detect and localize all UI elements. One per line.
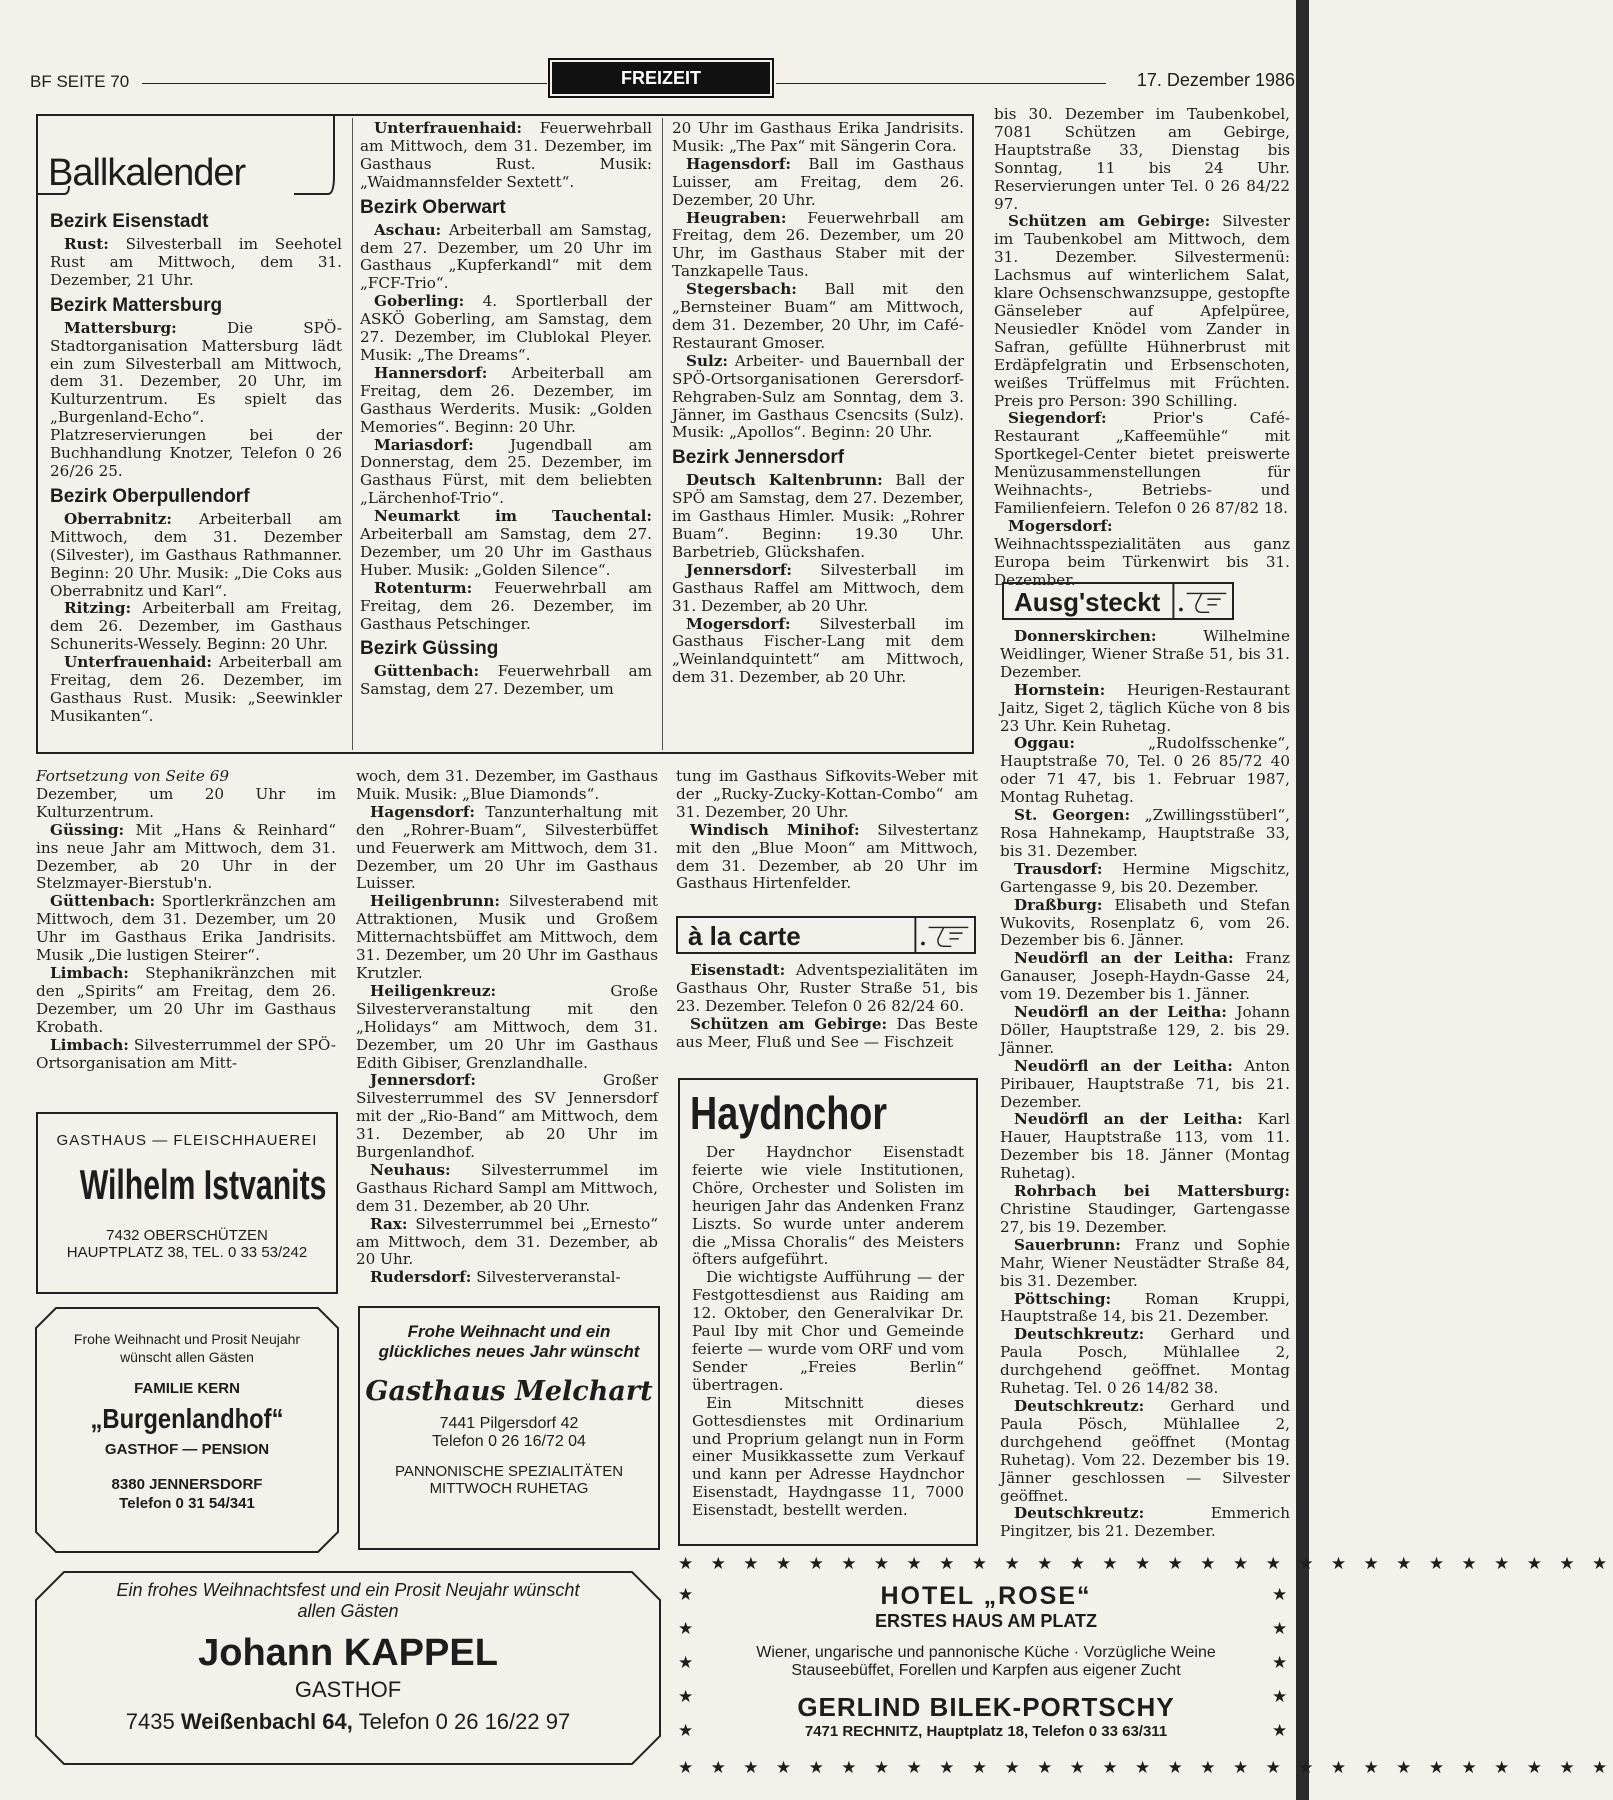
listing-text: Elisabeth und Stefan Wukovits, Rosenplatz 6, vom 26. Dezember bis 6. Jänner. <box>1000 895 1290 950</box>
ad-istvanits-line2: HAUPTPLATZ 38, TEL. 0 33 53/242 <box>66 1244 308 1261</box>
ad-rose-line2: Stauseebüffet, Forellen und Karpfen aus eigener Zucht <box>791 1662 1181 1679</box>
listing-place: Schützen am Gebirge: <box>690 1014 888 1033</box>
listing-entry <box>676 822 978 894</box>
ad-melchart-line2: Telefon 0 26 16/72 04 <box>432 1433 586 1450</box>
listing-entry <box>36 965 336 1037</box>
listing-place: Rohrbach bei Mattersburg: <box>1014 1182 1290 1201</box>
listing-place: Heiligenbrunn: <box>370 892 500 911</box>
haydnchor-text <box>692 1144 964 1520</box>
listing-entry <box>1000 1505 1290 1541</box>
listing-place: Güttenbach: <box>50 892 156 911</box>
listing-text: Roman Kruppi, Hauptstraße 14, bis 21. Dezember. <box>1000 1289 1290 1326</box>
ad-kappel-address <box>50 1709 646 1735</box>
column-rule <box>662 118 663 750</box>
listing-place: Mogersdorf: <box>686 614 791 633</box>
listing-text: Arbeiterball am Freitag, dem 26. Dezember, im Gasthaus Werderits. Musik: „Golden Memories“. Beginn: 20 Uhr. <box>360 363 652 436</box>
listing-place: Heiligenkreuz: <box>370 981 497 1000</box>
ausgsteckt-list <box>1000 628 1290 1541</box>
star-icon: ★ <box>1272 1619 1288 1639</box>
ad-melchart-line4: MITTWOCH RUHETAG <box>429 1480 589 1497</box>
star-icon: ★ <box>678 1619 694 1639</box>
listing-place: Heugraben: <box>686 208 787 227</box>
listing-place: Neudörfl an der Leitha: <box>1014 1056 1233 1075</box>
listing-place: Rust: <box>64 235 109 253</box>
continuation-column-2 <box>356 768 658 1287</box>
listing-place: Windisch Minihof: <box>690 820 860 839</box>
listing-entry <box>1000 682 1290 736</box>
listing-text: Stephanikränzchen mit den „Spirits“ am Freitag, dem 26. Dezember, um 20 Uhr im Gasthaus Krobath. <box>36 963 336 1036</box>
listing-text: Ball mit den „Bernsteiner Buam“ am Mittwoch, dem 31. Dezember, 20 Uhr, im Café-Restaurant Gmoser. <box>672 280 964 352</box>
listing-entry <box>50 236 342 290</box>
listing-place: Neuhaus: <box>370 1160 451 1179</box>
listing-entry <box>50 600 342 654</box>
listing-entry <box>356 893 658 983</box>
listing-place: Neudörfl an der Leitha: <box>1014 949 1234 968</box>
listing-place: Jennersdorf: <box>370 1071 477 1090</box>
listing-place: Mogersdorf: <box>1008 516 1113 535</box>
listing-text: Adventspezialitäten im Gasthaus Ohr, Ruster Straße 51, bis 23. Dezember. Telefon 0 26 82/24 60. <box>676 961 978 1015</box>
star-icon: ★ <box>678 1653 694 1673</box>
listing-entry <box>360 580 652 634</box>
listing-entry <box>1000 1398 1290 1505</box>
right-column-text <box>994 106 1290 589</box>
listing-text: Anton Piribauer, Hauptstraße 71, bis 21. Dezember. <box>1000 1056 1290 1111</box>
listing-entry <box>356 983 658 1073</box>
ad-kern <box>44 1330 330 1512</box>
star-border-right <box>1272 1578 1287 1748</box>
ad-istvanits-name: Wilhelm Istvanits <box>79 1161 327 1208</box>
listing-entry <box>36 1037 336 1073</box>
continued-text: tung im Gasthaus Sifkovits-Weber mit der „Rucky-Zucky-Kottan-Combo“ am 31. Dezember, 20 Uhr. <box>676 767 978 821</box>
ad-kern-name: „Burgenlandhof“ <box>90 1403 284 1434</box>
listing-place: St. Georgen: <box>1014 806 1131 825</box>
listing-entry <box>1000 1183 1290 1237</box>
ballkalender-column-2 <box>360 120 652 699</box>
listing-entry <box>356 1216 658 1270</box>
listing-entry <box>1000 861 1290 897</box>
listing-text: Emmerich Pingitzer, bis 21. Dezember. <box>1000 1504 1290 1541</box>
listing-entry <box>1000 1058 1290 1112</box>
ad-melchart-line1: 7441 Pilgersdorf 42 <box>439 1415 579 1432</box>
ad-kern-family: FAMILIE KERN <box>134 1380 240 1397</box>
star-icon: ★ <box>678 1687 694 1707</box>
district-heading: Bezirk Eisenstadt <box>50 211 209 232</box>
listing-place: Mattersburg: <box>64 318 177 337</box>
ad-istvanits-line1: 7432 OBERSCHÜTZEN <box>106 1227 268 1244</box>
listing-place: Eisenstadt: <box>690 961 786 979</box>
pointing-hand-icon <box>904 918 974 952</box>
a-la-carte-list <box>676 962 978 1052</box>
listing-entry <box>672 281 964 353</box>
district-heading: Bezirk Oberwart <box>360 196 506 218</box>
listing-entry <box>360 222 652 294</box>
listing-text: Christine Staudinger, Gartengasse 27, bis 19. Dezember. <box>1000 1200 1290 1236</box>
listing-text: Gerhard und Paula Posch, Mühlallee 2, durchgehend geöffnet. Montag Ruhetag. Tel. 0 26 14/82 38. <box>1000 1325 1290 1398</box>
listing-entry <box>1000 807 1290 861</box>
listing-text: Feuerwehrball am Samstag, dem 27. Dezember, um <box>360 662 652 699</box>
district-heading: Bezirk Mattersburg <box>50 294 223 316</box>
listing-entry <box>1000 1004 1290 1058</box>
listing-place: Ritzing: <box>64 599 132 618</box>
listing-text: Franz Ganauser, Joseph-Haydn-Gasse 24, vom 19. Dezember bis 1. Jänner. <box>1000 949 1290 1004</box>
ad-kappel-phone: Telefon 0 26 16/22 97 <box>358 1709 571 1734</box>
listing-text: Prior's Café-Restaurant „Kaffeemühle“ mit Sportkegel-Center bietet preiswerte Menüzusammenstellungen für Weihnachts-, Betriebs- und Familienfeiern. Telefon 0 26 87/82 18. <box>994 409 1290 517</box>
listing-place: Oberrabnitz: <box>64 509 173 528</box>
listing-text: Weihnachtsspezialitäten aus ganz Europa beim Türkenwirt bis 31. Dezember. <box>994 534 1290 589</box>
listing-place: Aschau: <box>374 220 442 239</box>
listing-text: Ball im Gasthaus Luisser, am Freitag, dem 26. Dezember, 20 Uhr. <box>672 154 964 209</box>
star-icon: ★ <box>1272 1585 1288 1605</box>
listing-place: Sulz: <box>686 351 729 370</box>
listing-text: Silvesterball im Gasthaus Fischer-Lang mit dem „Weinlandquintett“ am Mittwoch, dem 31. Dezember, ab 20 Uhr. <box>672 614 964 687</box>
ad-melchart-line3: PANNONISCHE SPEZIALITÄTEN <box>394 1463 624 1480</box>
listing-text: Silvesterrummel der SPÖ-Ortsorganisation am Mitt- <box>36 1035 336 1072</box>
listing-entry <box>672 156 964 210</box>
listing-text: Arbeiterball am Freitag, dem 26. Dezember, im Gasthaus Rust. Musik: „Seewinkler Musikanten“. <box>50 653 342 725</box>
district-heading: Bezirk Oberpullendorf <box>50 485 250 507</box>
ad-rose-line1: Wiener, ungarische und pannonische Küche · Vorzügliche Weine <box>756 1644 1216 1661</box>
continued-text: woch, dem 31. Dezember, im Gasthaus Muik. Musik: „Blue Diamonds“. <box>356 767 658 803</box>
listing-text: Silvesterrummel bei „Ernesto“ am Mittwoch, dem 31. Dezember, ab 20 Uhr. <box>356 1214 658 1269</box>
listing-text: Silvesterveranstal- <box>471 1268 621 1287</box>
listing-place: Donnerskirchen: <box>1014 627 1157 645</box>
listing-entry <box>994 410 1290 517</box>
ad-kern-greeting: Frohe Weihnacht und Prosit Neujahr wünscht allen Gästen <box>73 1331 301 1365</box>
listing-entry <box>1000 950 1290 1004</box>
listing-entry <box>356 1162 658 1216</box>
listing-entry <box>1000 1237 1290 1291</box>
ad-hotel-rose <box>676 1554 1613 1780</box>
listing-place: Rax: <box>370 1214 408 1233</box>
listing-text: Silvester im Taubenkobel am Mittwoch, dem 31. Dezember. Silvestermenü: Lachsmus auf winterlichem Salat, klare Ochsenschwanzsuppe, gestopfte Gänseleber auf Apfelpüree, Neusiedler Knödel vom Zander in Safran, gefüllte Hühnerbrust mit Erdäpfelgratin und Erbsenschoten, weißes Trüffelmus mit Früchten. Preis pro Person: 390 Schilling. <box>994 212 1290 410</box>
listing-place: Deutschkreutz: <box>1014 1325 1145 1344</box>
listing-entry <box>1000 628 1290 682</box>
listing-entry <box>672 562 964 616</box>
listing-text: Silvesterball im Seehotel Rust am Mittwoch, dem 31. Dezember, 21 Uhr. <box>50 235 342 289</box>
listing-entry <box>1000 1291 1290 1327</box>
listing-place: Rotenturm: <box>374 578 473 597</box>
listing-entry <box>994 518 1290 590</box>
ad-melchart <box>358 1306 660 1550</box>
listing-entry <box>994 213 1290 410</box>
listing-text: Silvestertanz mit den „Blue Moon“ am Mittwoch, dem 31. Dezember, ab 20 Uhr im Gasthaus Hirtenfelder. <box>676 820 978 893</box>
listing-text: Arbeiter- und Bauernball der SPÖ-Ortsorganisationen Gerersdorf-Rehgraben-Sulz am Sonntag, dem 3. Jänner, im Gasthaus Csencsits (Sulz). Musik: „Apollos“. Beginn: 20 Uhr. <box>672 351 964 442</box>
listing-text: 4. Sportlerball der ASKÖ Goberling, am Samstag, dem 27. Dezember, im Clublokal Pleyer. Musik: „The Dreams“. <box>360 292 652 364</box>
ad-melchart-name: Gasthaus Melchart <box>365 1376 653 1407</box>
listing-text: Arbeiterball am Samstag, dem 27. Dezember, um 20 Uhr im Gasthaus „Kupferkandl“ mit dem „FCF-Trio“. <box>360 220 652 293</box>
listing-entry <box>36 822 336 894</box>
ballkalender-column-1 <box>50 206 342 726</box>
ballkalender-title: Ballkalender <box>48 152 246 194</box>
listing-entry <box>50 320 342 481</box>
listing-entry <box>360 437 652 509</box>
listing-text: Die SPÖ-Stadtorganisation Mattersburg lädt ein zum Silvesterball am Mittwoch, dem 31. Dezember, 20 Uhr, im Kulturzentrum. Es spielt das „Burgenland-Echo“. Platzreservierungen bei der Buchhandlung Knotzer, Telefon 0 26 26/26 25. <box>50 318 342 480</box>
listing-text: Silvesterabend mit Attraktionen, Musik und Großem Mitternachtsbüffet am Mittwoch, dem 31. Dezember, um 20 Uhr im Gasthaus Krutzler. <box>356 892 658 982</box>
page-number: BF SEITE 70 <box>30 72 130 91</box>
listing-text: Johann Döller, Hauptstraße 129, 2. bis 29. Jänner. <box>1000 1003 1290 1057</box>
listing-entry <box>1000 897 1290 951</box>
listing-place: Hagensdorf: <box>370 802 475 821</box>
listing-entry <box>356 804 658 894</box>
listing-entry <box>676 962 978 1016</box>
listing-text: Großer Silvesterrummel des SV Jennersdorf mit der „Rio-Band“ am Mittwoch, dem 31. Dezember, ab 20 Uhr im Burgenlandhof. <box>356 1071 658 1162</box>
continuation-column-1 <box>36 768 336 1072</box>
ad-kappel-type: GASTHOF <box>294 1677 402 1702</box>
listing-text: Mit „Hans & Reinhard“ ins neue Jahr am Mittwoch, dem 31. Dezember, ab 20 Uhr in der Stelzmayer-Bierstub'n. <box>36 820 336 893</box>
listing-place: Hagensdorf: <box>686 154 791 173</box>
listing-entry <box>360 508 652 580</box>
listing-entry <box>676 1016 978 1052</box>
listing-text: Feuerwehrball am Freitag, dem 26. Dezember, um 20 Uhr, im Gasthaus Staber mit der Tanzkapelle Taus. <box>672 208 964 281</box>
listing-text: Silvesterball im Gasthaus Raffel am Mittwoch, dem 31. Dezember, ab 20 Uhr. <box>672 560 964 615</box>
listing-entry <box>672 210 964 282</box>
listing-text: Arbeiterball am Freitag, dem 26. Dezember, im Gasthaus Schunerits-Wessely. Beginn: 20 Uhr. <box>50 599 342 654</box>
ad-kappel-street: Weißenbachl 64, <box>180 1709 353 1734</box>
star-icon: ★ <box>678 1585 694 1605</box>
listing-text: Silvesterrummel im Gasthaus Richard Sampl am Mittwoch, dem 31. Dezember, ab 20 Uhr. <box>356 1160 658 1215</box>
listing-place: Sauerbrunn: <box>1014 1235 1121 1254</box>
listing-place: Deutschkreutz: <box>1014 1396 1145 1415</box>
ad-rose-sub: ERSTES HAUS AM PLATZ <box>874 1611 1097 1631</box>
listing-place: Hornstein: <box>1014 680 1106 699</box>
listing-place: Unterfrauenhaid: <box>374 119 522 137</box>
listing-place: Siegendorf: <box>1008 409 1107 428</box>
listing-text: Heurigen-Restaurant Jaitz, Siget 2, täglich Küche von 8 bis 23 Uhr. Kein Ruhetag. <box>1000 680 1290 735</box>
listing-place: Neudörfl an der Leitha: <box>1014 1110 1243 1129</box>
listing-entry <box>356 1072 658 1162</box>
haydnchor-paragraph: Die wichtigste Aufführung — der Festgottesdienst aus Raiding am 12. Oktober, den Generalvikar Dr. Paul Iby mit Chor und Gemeinde feierte — wurde vom ORF und vom Sender „Freies Berlin“ übertragen. <box>692 1268 964 1394</box>
listing-place: Goberling: <box>374 292 465 311</box>
listing-text: „Rudolfsschenke“, Hauptstraße 70, Tel. 0 26 85/72 40 oder 71 47, bis 1. Februar 1987, Montag Ruhetag. <box>1000 734 1290 807</box>
listing-text: Arbeiterball am Mittwoch, dem 31. Dezember (Silvester), im Gasthaus Rathmanner. Beginn: 20 Uhr. Musik: „Die Coks aus Oberrabnitz und Karl“. <box>50 509 342 600</box>
header-rule-left <box>142 83 547 84</box>
listing-text: Tanzunterhaltung mit den „Rohrer-Buam“, Silvesterbüffet und Feuerwerk am Mittwoch, dem 31. Dezember, um 20 Uhr im Gasthaus Luisser. <box>356 802 658 893</box>
listing-place: Oggau: <box>1014 734 1075 753</box>
listing-text: Jugendball am Donnerstag, dem 25. Dezember, im Gasthaus Fürst, mit dem beliebten „Lärchenhof-Trio“. <box>360 435 652 508</box>
ad-rose-address: 7471 RECHNITZ, Hauptplatz 18, Telefon 0 33 63/311 <box>804 1723 1168 1740</box>
listing-place: Deutschkreutz: <box>1014 1504 1145 1523</box>
listing-entry <box>360 365 652 437</box>
listing-place: Jennersdorf: <box>686 560 793 579</box>
listing-text: Große Silvesterveranstaltung mit den „Holidays“ am Mittwoch, dem 31. Dezember, um 20 Uhr im Gasthaus Edith Gibiser, Grenzlandhalle. <box>356 981 658 1072</box>
star-border-top: ★ ★ ★ ★ ★ ★ ★ ★ ★ ★ ★ ★ ★ ★ ★ ★ ★ ★ ★ ★ ★ ★ ★ ★ ★ ★ ★ ★ ★ <box>678 1554 1613 1574</box>
listing-text: Das Beste aus Meer, Fluß und See — Fischzeit <box>676 1014 979 1051</box>
ballkalender-column-3 <box>672 120 964 687</box>
listing-text: „Zwillingsstüberl“, Rosa Hahnekamp, Hauptstraße 33, bis 31. Dezember. <box>1000 806 1290 860</box>
listing-text: Gerhard und Paula Pösch, Mühlallee 2, durchgehend geöffnet (Montag Ruhetag). Vom 22. Dezember bis 19. Jänner geschlossen — Silvester geöffnet. <box>1000 1396 1290 1505</box>
scan-edge <box>1296 0 1309 1800</box>
listing-text: Feuerwehrball am Mittwoch, dem 31. Dezember, im Gasthaus Rust. Musik: „Waidmannsfelder Sextett“. <box>360 119 652 191</box>
listing-place: Stegersbach: <box>686 280 797 299</box>
district-heading: Bezirk Jennersdorf <box>672 447 845 469</box>
star-icon: ★ <box>678 1721 694 1741</box>
ad-istvanits-top: GASTHAUS — FLEISCHHAUEREI <box>56 1132 318 1149</box>
ad-kappel-greeting: Ein frohes Weihnachtsfest und ein Prosit Neujahr wünscht allen Gästen <box>116 1580 580 1621</box>
listing-place: Schützen am Gebirge: <box>1008 212 1211 231</box>
listing-place: Limbach: <box>50 963 129 982</box>
listing-text: Wilhelmine Weidlinger, Wiener Straße 51, bis 31. Dezember. <box>1000 627 1290 681</box>
ausgsteckt-title: Ausg'steckt <box>1014 587 1161 617</box>
haydnchor-title: Haydnchor <box>690 1087 888 1139</box>
listing-entry <box>1000 1111 1290 1183</box>
continued-text: 20 Uhr im Gasthaus Erika Jandrisits. Musik: „The Pax“ mit Sängerin Cora. <box>672 119 964 155</box>
haydnchor-box <box>678 1078 978 1546</box>
listing-text: Arbeiterball am Samstag, dem 27. Dezember, um 20 Uhr im Gasthaus Huber. Musik: „Golden Silence“. <box>360 525 652 579</box>
listing-entry <box>672 353 964 443</box>
header-rule-right <box>776 83 1106 84</box>
star-border-left <box>678 1578 693 1748</box>
continued-text: bis 30. Dezember im Taubenkobel, 7081 Schützen am Gebirge, Hauptstraße 33, Dienstag bis Sonntag, 11 bis 24 Uhr. Reservierungen unter Tel. 0 26 84/22 97. <box>994 105 1290 213</box>
listing-place: Neudörfl an der Leitha: <box>1014 1003 1227 1022</box>
listing-entry <box>360 120 652 192</box>
listing-place: Limbach: <box>50 1035 129 1054</box>
column-rule <box>352 118 353 750</box>
district-heading: Bezirk Güssing <box>360 638 499 660</box>
listing-place: Draßburg: <box>1014 895 1103 914</box>
listing-text: Franz und Sophie Mahr, Wiener Neustädter Straße 84, bis 31. Dezember. <box>1000 1235 1290 1290</box>
ad-kappel-zip: 7435 <box>125 1709 175 1734</box>
continuation-note: Fortsetzung von Seite 69 <box>36 767 230 785</box>
section-badge: FREIZEIT <box>552 62 770 94</box>
star-icon: ★ <box>1272 1687 1288 1707</box>
listing-place: Mariasdorf: <box>374 435 474 454</box>
ad-kern-line2: Telefon 0 31 54/341 <box>119 1495 255 1512</box>
listing-entry <box>50 654 342 726</box>
haydnchor-paragraph: Ein Mitschnitt dieses Gottesdienstes mit Ordinarium und Proprium gelangt nun in Form einer Musikkassette zum Verkauf und kann per Adresse Haydnchor Eisenstadt, Haydngasse 11, 7000 Eisenstadt, bestellt werden. <box>692 1393 964 1520</box>
listing-entry <box>1000 1326 1290 1398</box>
ad-melchart-greeting: Frohe Weihnacht und ein glückliches neues Jahr wünscht <box>378 1322 640 1361</box>
listing-entry <box>672 616 964 688</box>
listing-entry <box>50 511 342 601</box>
ad-kern-type: GASTHOF — PENSION <box>104 1441 270 1458</box>
a-la-carte-title: à la carte <box>688 921 801 951</box>
listing-place: Pöttsching: <box>1014 1289 1112 1308</box>
listing-place: Hannersdorf: <box>374 363 488 382</box>
listing-place: Trausdorf: <box>1014 859 1103 878</box>
ad-rose-name: HOTEL „ROSE“ <box>880 1582 1092 1610</box>
listing-place: Unterfrauenhaid: <box>64 653 212 672</box>
issue-date: 17. Dezember 1986 <box>1136 70 1295 90</box>
listing-place: Deutsch Kaltenbrunn: <box>686 471 883 490</box>
ad-rose-owner: GERLIND BILEK-PORTSCHY <box>797 1692 1175 1722</box>
listing-entry <box>360 293 652 365</box>
a-la-carte-banner <box>676 916 976 954</box>
ad-kappel-name: Johann KAPPEL <box>198 1632 498 1674</box>
listing-text: Feuerwehrball am Freitag, dem 26. Dezember, im Gasthaus Petschinger. <box>360 578 652 633</box>
listing-entry <box>360 663 652 699</box>
star-icon: ★ <box>1272 1653 1288 1673</box>
continuation-column-3 <box>676 768 978 893</box>
ad-kern-line1: 8380 JENNERSDORF <box>111 1476 263 1493</box>
ad-istvanits <box>36 1112 338 1294</box>
continued-text: Dezember, um 20 Uhr im Kulturzentrum. <box>36 784 336 821</box>
listing-text: Hermine Migschitz, Gartengasse 9, bis 20. Dezember. <box>1000 859 1290 896</box>
haydnchor-paragraph: Der Haydnchor Eisenstadt feierte wie viele Institutionen, Chöre, Orchester und Solisten im heurigen Jahr das Andenken Franz Liszts. So wurde unter anderem die „Missa Choralis“ des Meisters öfters aufgeführt. <box>692 1143 964 1269</box>
listing-place: Neumarkt im Tauchental: <box>374 507 652 526</box>
ad-kappel <box>50 1580 646 1735</box>
star-icon: ★ <box>1272 1721 1288 1741</box>
ballkalender-title-ornament <box>36 114 336 204</box>
listing-text: Ball der SPÖ am Samstag, dem 27. Dezember, im Gasthaus Himler. Musik: „Rohrer Buam“. Beginn: 19.30 Uhr. Barbetrieb, Glückshafen. <box>672 471 964 561</box>
listing-text: Karl Hauer, Hauptstraße 113, vom 11. Dezember bis 18. Jänner (Montag Ruhetag). <box>1000 1110 1290 1183</box>
listing-place: Güssing: <box>50 820 125 839</box>
ausgsteckt-banner <box>1002 582 1234 620</box>
listing-entry <box>672 472 964 562</box>
listing-place: Güttenbach: <box>374 662 480 681</box>
listing-entry <box>356 1269 658 1287</box>
pointing-hand-icon <box>1162 584 1232 618</box>
listing-entry <box>36 893 336 965</box>
star-border-bottom: ★ ★ ★ ★ ★ ★ ★ ★ ★ ★ ★ ★ ★ ★ ★ ★ ★ ★ ★ ★ ★ ★ ★ ★ ★ ★ ★ ★ ★ <box>678 1758 1613 1778</box>
listing-place: Rudersdorf: <box>370 1268 472 1287</box>
listing-entry <box>1000 735 1290 807</box>
listing-text: Sportlerkränzchen am Mittwoch, dem 31. Dezember, um 20 Uhr im Gasthaus Erika Jandrisits. Musik „Die lustigen Steirer“. <box>36 892 336 965</box>
